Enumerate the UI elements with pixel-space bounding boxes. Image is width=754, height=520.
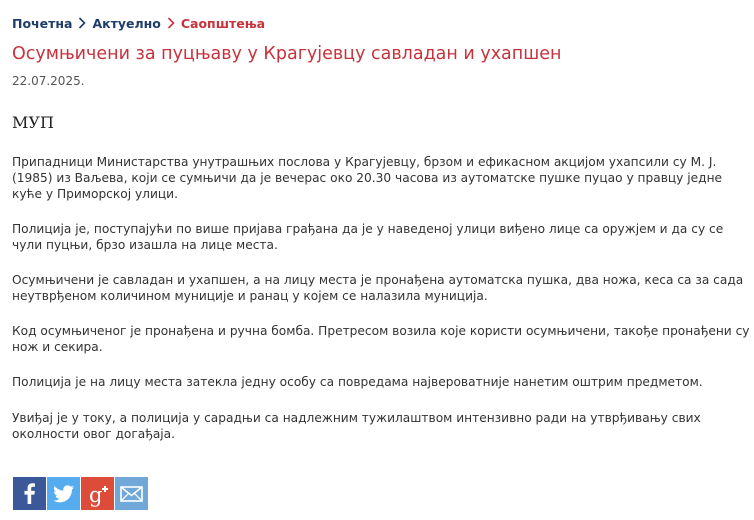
breadcrumb-home-link[interactable]: Почетна: [12, 15, 73, 31]
google-plus-icon: [81, 477, 114, 510]
article-author: МУП: [12, 113, 54, 132]
article-title: Осумњичени за пуцњаву у Крагујевцу савладан и ухапшен: [12, 44, 562, 64]
chevron-right-icon: [167, 17, 175, 29]
share-twitter-button[interactable]: [47, 477, 80, 510]
article-paragraph-3: Осумњичени је савладан и ухапшен, а на лицу места је пронађена аутоматска пушка, два ножа, кеса са за сада неутврђеном количином муниције и ранац у којем се налазила муниција.: [12, 273, 744, 303]
article-date: 22.07.2025.: [12, 74, 85, 88]
breadcrumb-current: Саопштења: [180, 15, 266, 31]
email-icon: [115, 477, 148, 510]
article-paragraph-2: Полиција је, поступајући по више пријава грађана да је у наведеној улици виђено лице са оружјем и да су се чули пуцњи, брзо изашла на лице места.: [12, 222, 724, 252]
breadcrumb-section-link[interactable]: Актуелно: [92, 15, 161, 31]
article-paragraph-6: Увиђај је у току, а полиција у сарадњи са надлежним тужилаштвом интензивно ради на утврђивању свих околности овог догађаја.: [12, 411, 701, 441]
breadcrumb: [12, 14, 265, 32]
facebook-icon: [13, 477, 46, 510]
svg-text:g: g: [89, 483, 103, 507]
share-facebook-button[interactable]: [13, 477, 46, 510]
article-paragraph-5: Полиција је на лицу места затекла једну особу са повредама највероватније нанетим оштрим предметом.: [12, 375, 703, 389]
share-buttons: [13, 477, 148, 510]
article-paragraph-1: Припадници Министарства унутрашњих послова у Крагујевцу, брзом и ефикасном акцијом ухапсили су М. Ј. (1985) из Ваљева, који се сумњичи да је вечерас око 20.30 часова из аутоматске пушке пуцао у правцу једне куће у Приморској улици.: [12, 155, 723, 201]
share-email-button[interactable]: [115, 477, 148, 510]
share-google-plus-button[interactable]: [81, 477, 114, 510]
twitter-icon: [47, 477, 80, 510]
chevron-right-icon: [78, 17, 86, 29]
article-paragraph-4: Код осумњиченог је пронађена и ручна бомба. Претресом возила које користи осумњичени, такође пронађени су нож и секира.: [12, 324, 750, 354]
